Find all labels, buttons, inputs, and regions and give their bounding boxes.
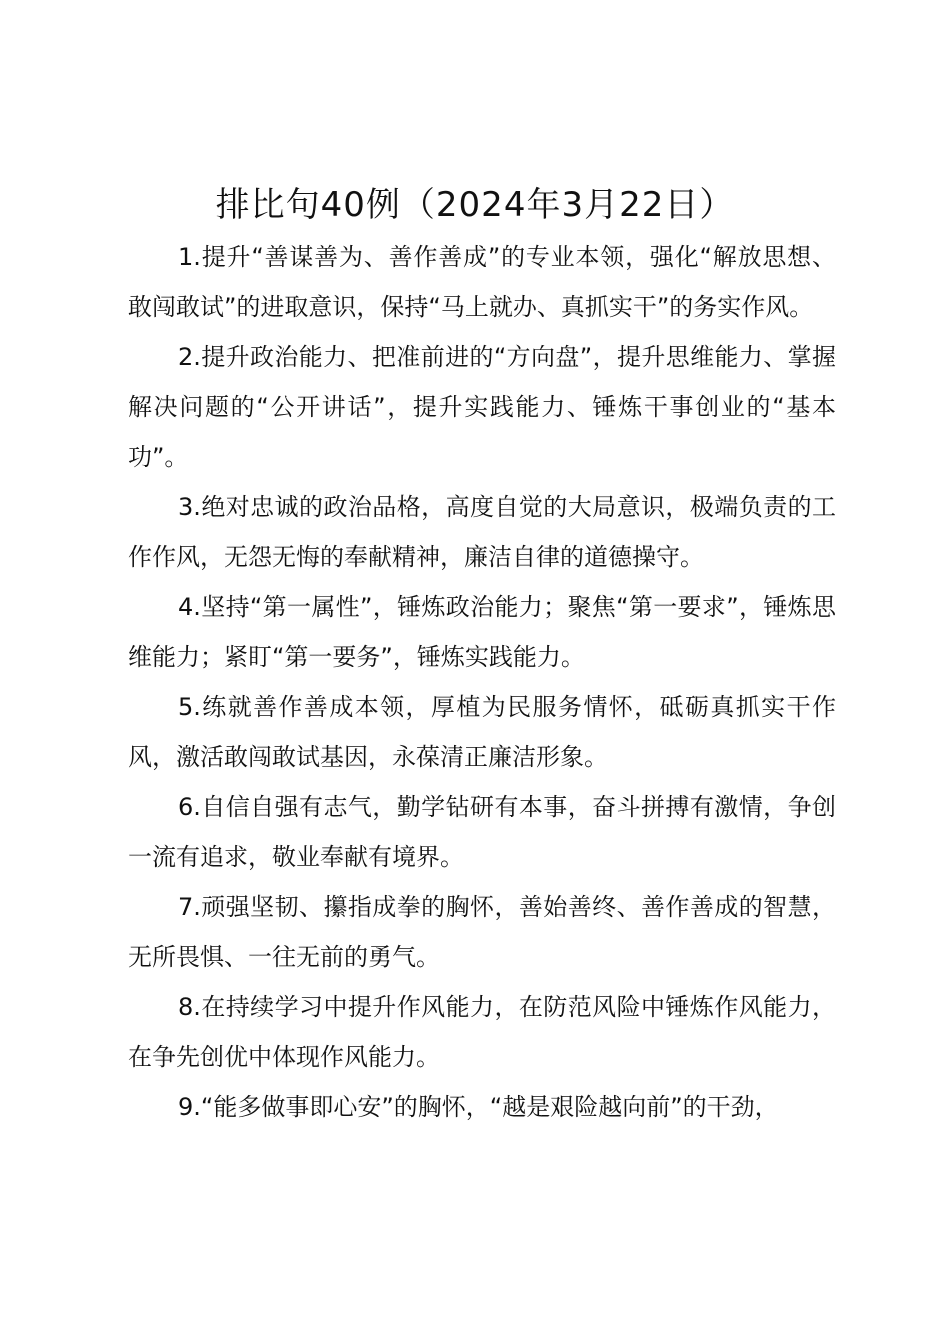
document-body (128, 232, 836, 1132)
paragraph-8: 8.在持续学习中提升作风能力，在防范风险中锤炼作风能力，在争先创优中体现作风能力。 (128, 993, 836, 1071)
paragraph-2: 2.提升政治能力、把准前进的“方向盘”，提升思维能力、掌握解决问题的“公开讲话”，提升实践能力、锤炼干事创业的“基本功”。 (128, 343, 836, 471)
paragraph-7: 7.顽强坚韧、攥指成拳的胸怀，善始善终、善作善成的智慧，无所畏惧、一往无前的勇气。 (128, 893, 836, 971)
paragraph-1: 1.提升“善谋善为、善作善成”的专业本领，强化“解放思想、敢闯敢试”的进取意识，保持“马上就办、真抓实干”的务实作风。 (128, 243, 836, 321)
paragraph-3: 3.绝对忠诚的政治品格，高度自觉的大局意识，极端负责的工作作风，无怨无悔的奉献精神，廉洁自律的道德操守。 (128, 493, 836, 571)
paragraph-6: 6.自信自强有志气，勤学钻研有本事，奋斗拼搏有激情，争创一流有追求，敬业奉献有境界。 (128, 793, 836, 871)
paragraph-4: 4.坚持“第一属性”，锤炼政治能力；聚焦“第一要求”，锤炼思维能力；紧盯“第一要务”，锤炼实践能力。 (128, 593, 836, 671)
paragraph-9: 9.“能多做事即心安”的胸怀，“越是艰险越向前”的干劲， (178, 1093, 779, 1121)
document-title: 排比句40例（2024年3月22日） (215, 185, 735, 225)
paragraph-5: 5.练就善作善成本领，厚植为民服务情怀，砥砺真抓实干作风，激活敢闯敢试基因，永葆清正廉洁形象。 (128, 693, 836, 771)
